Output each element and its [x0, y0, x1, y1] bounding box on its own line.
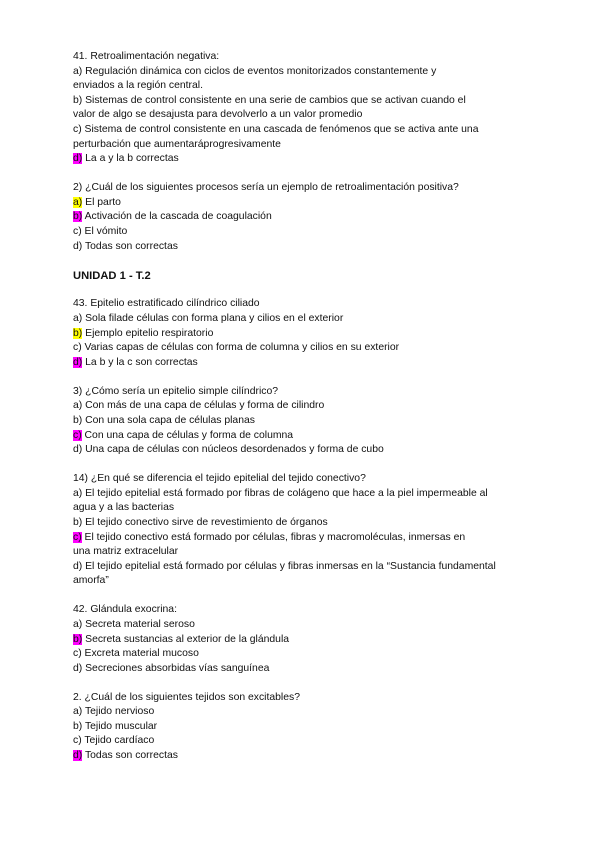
- answer-highlight: a): [73, 196, 83, 208]
- option-text: El tejido conectivo está formado por células, fibras y macromoléculas, inmersas en: [81, 531, 466, 543]
- question-42: [73, 603, 533, 676]
- option-text: La b y la c son correctas: [82, 356, 198, 368]
- question-title: 14) ¿En qué se diferencia el tejido epitelial del tejido conectivo?: [73, 473, 366, 485]
- question-title: 3) ¿Cómo sería un epitelio simple cilíndrico?: [73, 385, 279, 397]
- question-14: [73, 472, 533, 589]
- option-d: [73, 749, 533, 764]
- document-page: [73, 50, 533, 778]
- question-title: 41. Retroalimentación negativa:: [73, 51, 220, 62]
- option-b: b) El tejido conectivo sirve de revestimiento de órganos: [73, 516, 328, 528]
- option-b: b) Sistemas de control consistente en una serie de cambios que se activan cuando el: [73, 94, 466, 106]
- option-text: Activación de la cascada de coagulación: [82, 211, 272, 223]
- answer-highlight: d): [73, 750, 83, 762]
- option-a: a) Tejido nervioso: [73, 706, 155, 718]
- answer-highlight: b): [73, 211, 83, 223]
- option-c: c) El vómito: [73, 225, 128, 237]
- answer-highlight: d): [73, 356, 83, 368]
- option-text: El parto: [82, 196, 121, 208]
- option-text: Secreta sustancias al exterior de la glándula: [82, 633, 290, 645]
- question-title: 43. Epitelio estratificado cilíndrico ciliado: [73, 298, 260, 310]
- option-c-cont: perturbación que aumentaráprogresivamente: [73, 138, 281, 150]
- option-c: c) Varias capas de células con forma de columna y cilios en su exterior: [73, 342, 400, 354]
- option-d: [73, 152, 533, 167]
- option-b: [73, 327, 533, 342]
- option-a-cont: enviados a la región central.: [73, 80, 203, 92]
- question-title: 42. Glándula exocrina:: [73, 604, 177, 616]
- question-3-epithelium: [73, 385, 533, 458]
- option-c-cont: una matriz extracelular: [73, 546, 179, 558]
- option-a: [73, 196, 533, 211]
- question-43: [73, 297, 533, 370]
- option-b: b) Tejido muscular: [73, 720, 158, 732]
- option-b-cont: valor de algo se desajusta para devolverlo a un valor promedio: [73, 109, 363, 121]
- answer-highlight: b): [73, 327, 83, 339]
- option-c: c) Tejido cardíaco: [73, 735, 155, 747]
- answer-highlight: b): [73, 633, 83, 645]
- question-title: 2) ¿Cuál de los siguientes procesos sería un ejemplo de retroalimentación positiva?: [73, 182, 459, 194]
- option-text: Todas son correctas: [82, 750, 178, 762]
- option-a: a) Secreta material seroso: [73, 618, 195, 630]
- option-d: d) El tejido epitelial está formado por células y fibras inmersas en la “Sustancia fundamental: [73, 560, 496, 572]
- option-a: a) El tejido epitelial está formado por fibras de colágeno que hace a la piel impermeable al: [73, 487, 488, 499]
- option-d-cont: amorfa”: [73, 575, 109, 587]
- question-2-positive: [73, 181, 533, 254]
- option-text: La a y la b correctas: [82, 153, 179, 165]
- option-d: d) Secreciones absorbidas vías sanguínea: [73, 662, 270, 674]
- option-c: c) Sistema de control consistente en una cascada de fenómenos que se activa ante una: [73, 123, 479, 135]
- answer-highlight: c): [73, 531, 82, 543]
- option-a: a) Regulación dinámica con ciclos de eventos monitorizados constantemente y: [73, 65, 437, 77]
- option-d: d) Todas son correctas: [73, 240, 178, 252]
- question-2-excitable: [73, 691, 533, 764]
- option-d: [73, 356, 533, 371]
- option-a: a) Con más de una capa de células y forma de cilindro: [73, 400, 325, 412]
- option-c: [73, 531, 533, 546]
- option-c: c) Excreta material mucoso: [73, 648, 199, 660]
- answer-highlight: c): [73, 429, 82, 441]
- section-heading: UNIDAD 1 - T.2: [73, 269, 151, 282]
- option-a: a) Sola filade células con forma plana y cilios en el exterior: [73, 313, 344, 325]
- question-title: 2. ¿Cuál de los siguientes tejidos son excitables?: [73, 691, 300, 703]
- option-text: Con una capa de células y forma de columna: [81, 429, 294, 441]
- option-a-cont: agua y a las bacterias: [73, 502, 175, 514]
- option-b: b) Con una sola capa de células planas: [73, 415, 255, 427]
- answer-highlight: d): [73, 153, 83, 165]
- option-b: [73, 210, 533, 225]
- option-text: Ejemplo epitelio respiratorio: [82, 327, 214, 339]
- question-41: [73, 50, 533, 167]
- option-d: d) Una capa de células con núcleos desordenados y forma de cubo: [73, 444, 384, 456]
- option-b: [73, 633, 533, 648]
- option-c: [73, 429, 533, 444]
